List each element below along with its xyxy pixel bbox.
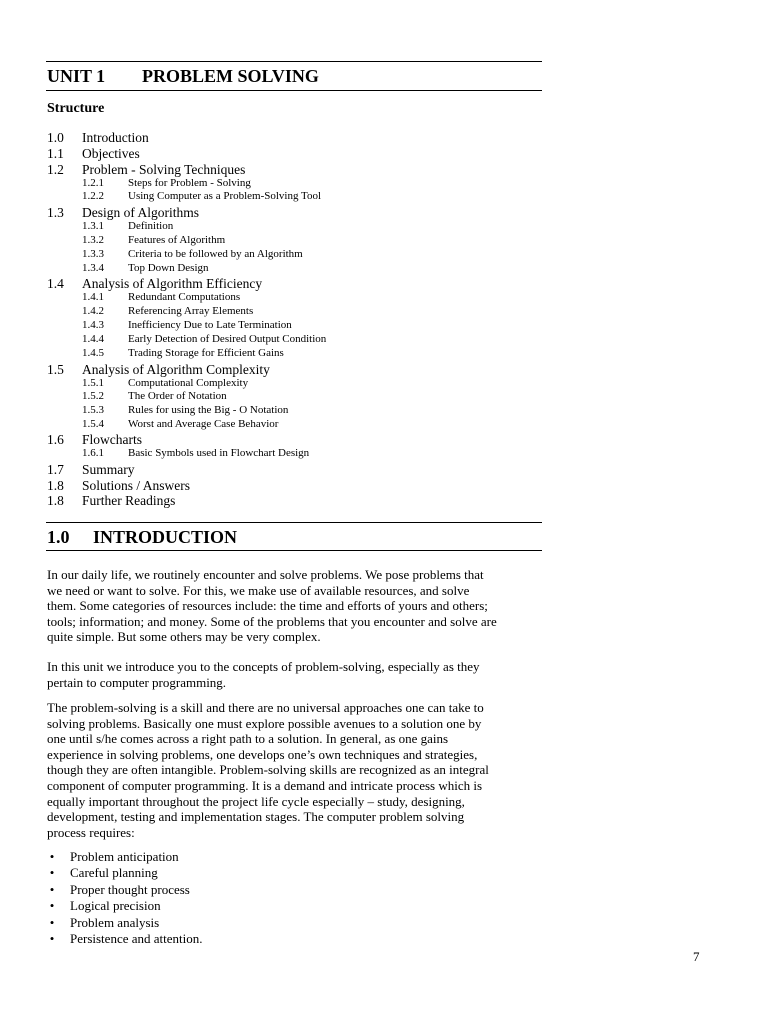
bullet-dot-icon: • xyxy=(49,881,55,897)
toc-item-number: 1.4.4 xyxy=(82,333,104,345)
paragraph-line: quite simple. But some others may be very complex. xyxy=(47,629,321,645)
toc-item-label: The Order of Notation xyxy=(128,390,227,402)
bullet-dot-icon: • xyxy=(49,930,55,946)
toc-item-label: Computational Complexity xyxy=(128,377,249,389)
structure-title: Structure xyxy=(47,101,105,116)
paragraph-1 xyxy=(47,567,537,645)
toc-item-number: 1.3.2 xyxy=(82,234,104,246)
bullet-text: Logical precision xyxy=(70,898,161,914)
paragraph-line: tools; information; and money. Some of the problems that you encounter and solve are xyxy=(47,613,497,629)
toc-item-label: Introduction xyxy=(82,130,149,145)
paragraph-line: In our daily life, we routinely encounter and solve problems. We pose problems that xyxy=(47,567,484,582)
toc-item-label: Solutions / Answers xyxy=(82,478,191,493)
toc-item-label: Rules for using the Big - O Notation xyxy=(128,404,289,416)
bullet-text: Careful planning xyxy=(70,865,158,881)
toc-item-number: 1.1 xyxy=(47,146,64,161)
toc-item-number: 1.5.4 xyxy=(82,418,104,430)
paragraph-line: equally important throughout the project life cycle especially – study, designing, xyxy=(47,793,465,809)
toc-item-label: Referencing Array Elements xyxy=(128,305,254,317)
page-number: 7 xyxy=(693,949,700,964)
toc-item-label: Summary xyxy=(82,462,135,477)
toc-item-label: Analysis of Algorithm Efficiency xyxy=(82,276,263,291)
toc-item-label: Objectives xyxy=(82,146,140,161)
section-heading xyxy=(47,527,238,547)
paragraph-line: pertain to computer programming. xyxy=(47,674,227,690)
bullet-text: Problem anticipation xyxy=(70,849,179,864)
toc-item-number: 1.8 xyxy=(47,493,64,508)
toc-item-number: 1.4.1 xyxy=(82,291,104,303)
toc-item-number: 1.5.2 xyxy=(82,390,104,402)
paragraph-line: though they are often intangible. Problem-solving skills are recognized as an integral xyxy=(47,762,489,778)
toc-item-number: 1.5.3 xyxy=(82,404,104,416)
bullet-dot-icon: • xyxy=(49,914,55,930)
toc-item-number: 1.0 xyxy=(47,130,64,145)
unit-title: PROBLEM SOLVING xyxy=(142,66,319,86)
bullet-dot-icon: • xyxy=(49,898,55,914)
toc-item-number: 1.5.1 xyxy=(82,377,104,389)
bullet-text: Persistence and attention. xyxy=(70,930,203,946)
paragraph-line: them. Some categories of resources include: the time and efforts of yours and others; xyxy=(47,598,488,614)
bullet-dot-icon: • xyxy=(49,849,55,864)
paragraph-line: The problem-solving is a skill and there are no universal approaches one can take to xyxy=(47,700,484,715)
toc-item-label: Analysis of Algorithm Complexity xyxy=(82,362,270,377)
toc-item-label: Flowcharts xyxy=(82,432,142,447)
toc-item-label: Features of Algorithm xyxy=(128,234,226,246)
paragraph-line: solving problems. Basically one must explore possible avenues to a solution one by xyxy=(47,715,482,731)
section-number: 1.0 xyxy=(47,527,70,547)
section-rule-top xyxy=(46,522,542,523)
paragraph-line: process requires: xyxy=(47,824,135,840)
toc-item-number: 1.2 xyxy=(47,162,64,177)
paragraph-line: one until s/he comes across a right path to a solution. In general, as one gains xyxy=(47,731,449,747)
bullet-text: Problem analysis xyxy=(70,914,160,930)
toc-item-label: Trading Storage for Efficient Gains xyxy=(128,347,284,359)
toc-item-label: Steps for Problem - Solving xyxy=(128,177,251,189)
unit-heading xyxy=(47,66,319,86)
toc-item-label: Basic Symbols used in Flowchart Design xyxy=(128,447,310,459)
section-title: INTRODUCTION xyxy=(93,527,238,547)
toc-item-number: 1.4.5 xyxy=(82,347,104,359)
toc-item-number: 1.3.3 xyxy=(82,248,104,260)
toc-item-label: Design of Algorithms xyxy=(82,205,199,220)
toc-item-number: 1.3.4 xyxy=(82,262,104,274)
toc-item-label: Inefficiency Due to Late Termination xyxy=(128,319,292,331)
paragraph-line: component of computer programming. It is a demand and intricate process which is xyxy=(47,777,483,793)
toc-item-number: 1.4.2 xyxy=(82,305,104,317)
toc-item-label: Definition xyxy=(128,220,174,232)
paragraph-line: In this unit we introduce you to the concepts of problem-solving, especially as they xyxy=(47,659,480,674)
toc-item-label: Redundant Computations xyxy=(128,291,241,303)
paragraph-2 xyxy=(47,659,537,690)
toc-item-number: 1.2.2 xyxy=(82,190,104,202)
toc-item-label: Worst and Average Case Behavior xyxy=(128,418,279,430)
bullet-dot-icon: • xyxy=(49,865,55,881)
toc-item-label: Early Detection of Desired Output Condition xyxy=(128,333,327,345)
bullet-text: Proper thought process xyxy=(70,881,190,897)
paragraph-line: experience in solving problems, one develops one’s own techniques and strategies, xyxy=(47,746,478,762)
toc-item-label: Using Computer as a Problem-Solving Tool xyxy=(128,190,322,202)
unit-number: UNIT 1 xyxy=(47,66,106,86)
toc-item-label: Further Readings xyxy=(82,493,176,508)
toc-item-number: 1.4 xyxy=(47,276,64,291)
toc-item-label: Problem - Solving Techniques xyxy=(82,162,246,177)
toc-item-number: 1.6 xyxy=(47,432,64,447)
paragraph-line: we need or want to solve. For this, we make use of available resources, and solve xyxy=(47,582,470,598)
toc-item-number: 1.3.1 xyxy=(82,220,104,232)
paragraph-line: development, testing and implementation stages. The computer problem solving xyxy=(47,809,465,825)
toc-item-label: Criteria to be followed by an Algorithm xyxy=(128,248,303,260)
toc-item-label: Top Down Design xyxy=(128,262,209,274)
toc-item-number: 1.7 xyxy=(47,462,64,477)
toc-item-number: 1.8 xyxy=(47,478,64,493)
toc-item-number: 1.6.1 xyxy=(82,447,104,459)
header-rule-bottom xyxy=(46,90,542,91)
toc-item-number: 1.3 xyxy=(47,205,64,220)
toc-item-number: 1.4.3 xyxy=(82,319,104,331)
header-rule-top xyxy=(46,61,542,62)
toc-item-number: 1.5 xyxy=(47,362,64,377)
paragraph-3 xyxy=(47,700,537,840)
section-rule-bottom xyxy=(46,550,542,551)
toc-item-number: 1.2.1 xyxy=(82,177,104,189)
